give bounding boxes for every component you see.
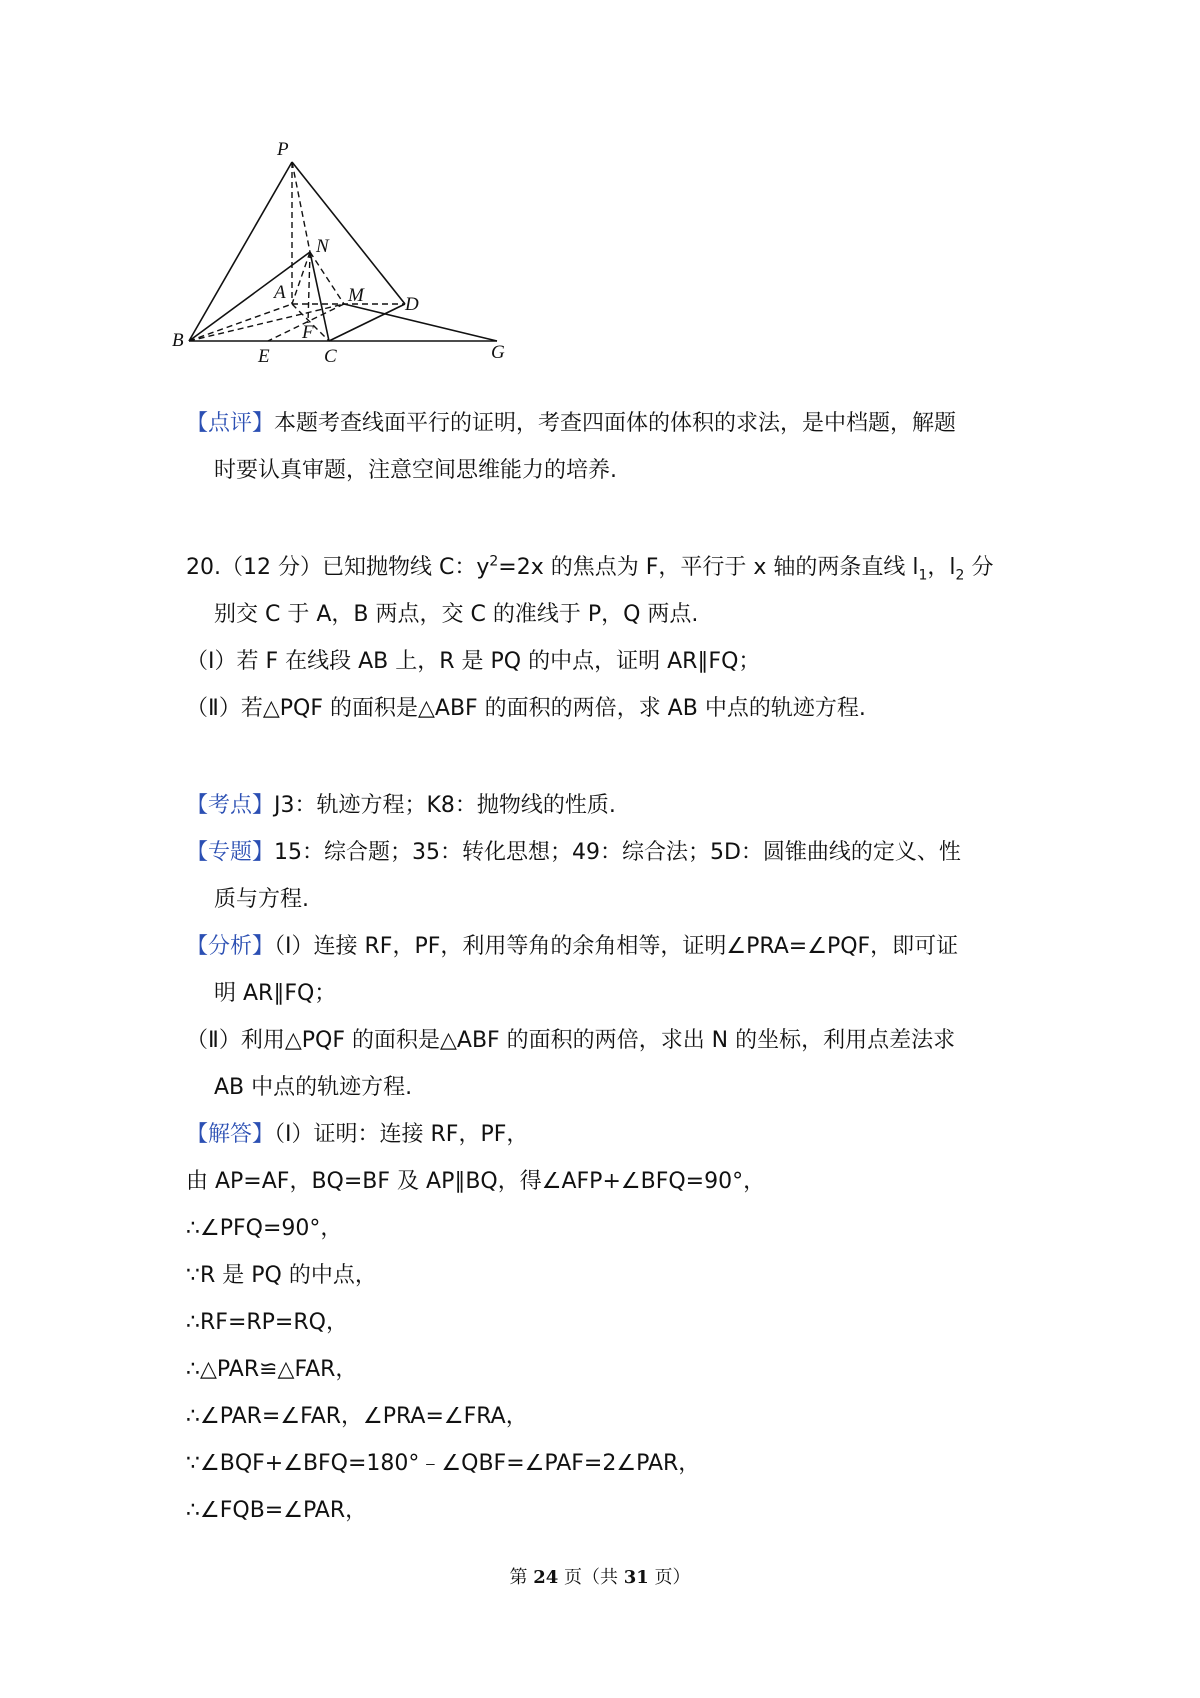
- problem-sup: 2: [489, 553, 499, 570]
- pyramid-diagram: [172, 139, 556, 402]
- jieda-line-1: [186, 1120, 1036, 1150]
- fenxi-line-3: （Ⅱ）利用△PQF 的面积是△ABF 的面积的两倍，求出 N 的坐标，利用点差法求: [186, 1028, 956, 1053]
- geometry-figure: [172, 139, 556, 402]
- zhuanti-line-1: [186, 838, 1036, 868]
- edge-BA: [189, 304, 292, 341]
- footer-prefix: 第: [509, 1567, 534, 1588]
- footer-suffix: 页）: [648, 1567, 691, 1588]
- problem-part-2: （Ⅱ）若△PQF 的面积是△ABF 的面积的两倍，求 AB 中点的轨迹方程.: [186, 696, 866, 721]
- fenxi-text-1: （Ⅰ）连接 RF，PF，利用等角的余角相等，证明∠PRA=∠PQF，即可证: [274, 934, 959, 959]
- label-C: C: [324, 346, 337, 367]
- fenxi-line-1: [186, 932, 1036, 962]
- jieda-step: ∵∠BQF+∠BFQ=180°﹣∠QBF=∠PAF=2∠PAR，: [186, 1451, 701, 1476]
- label-G: G: [491, 342, 505, 363]
- label-M: M: [348, 285, 364, 306]
- zhuanti-tag: 【专题】: [186, 840, 275, 865]
- problem-text-a: 20.（12 分）已知抛物线 C：y: [186, 555, 490, 580]
- edge-PN: [292, 162, 310, 252]
- fenxi-tag: 【分析】: [186, 934, 275, 959]
- problem-sub-2: 2: [955, 567, 965, 584]
- label-P: P: [277, 139, 289, 160]
- jieda-step: ∴∠PFQ=90°，: [186, 1216, 343, 1241]
- jieda-step: ∵R 是 PQ 的中点，: [186, 1263, 377, 1288]
- kaodian-text: J3：轨迹方程；K8：抛物线的性质.: [274, 793, 616, 818]
- fenxi-line-4: AB 中点的轨迹方程.: [214, 1075, 413, 1100]
- footer-middle: 页（共: [558, 1567, 624, 1588]
- jieda-step: ∴∠FQB=∠PAR，: [186, 1498, 368, 1523]
- comment-tag: 【点评】: [186, 411, 275, 436]
- label-N: N: [316, 236, 329, 257]
- problem-line-1: [186, 553, 1036, 583]
- label-F: F: [302, 322, 314, 343]
- label-A: A: [274, 282, 286, 303]
- footer-page-number: 24: [533, 1567, 559, 1588]
- jieda-step: ∴RF=RP=RQ，: [186, 1310, 348, 1335]
- label-E: E: [258, 346, 270, 367]
- jieda-step: ∴△PAR≌△FAR，: [186, 1357, 358, 1382]
- page-footer: [0, 1563, 1200, 1589]
- problem-part-1: （Ⅰ）若 F 在线段 AB 上，R 是 PQ 的中点，证明 AR∥FQ；: [186, 649, 761, 674]
- fenxi-line-2: 明 AR∥FQ；: [214, 981, 337, 1006]
- jieda-text-1: （Ⅰ）证明：连接 RF，PF，: [274, 1122, 529, 1147]
- kaodian-tag: 【考点】: [186, 793, 275, 818]
- problem-sub-1: 1: [918, 567, 928, 584]
- zhuanti-text-1: 15：综合题；35：转化思想；49：综合法；5D：圆锥曲线的定义、性: [274, 840, 961, 865]
- edge-BM: [189, 304, 344, 341]
- problem-text-d: 分: [964, 555, 994, 580]
- label-D: D: [405, 294, 419, 315]
- edge-NA: [292, 252, 310, 304]
- label-B: B: [172, 330, 184, 351]
- comment-text-1: 本题考查线面平行的证明，考查四面体的体积的求法，是中档题，解题: [274, 411, 957, 436]
- problem-line-2: 别交 C 于 A，B 两点，交 C 的准线于 P，Q 两点.: [214, 602, 699, 627]
- kaodian-line: [186, 791, 1036, 821]
- jieda-tag: 【解答】: [186, 1122, 275, 1147]
- problem-text-b: =2x 的焦点为 F，平行于 x 轴的两条直线 l: [498, 555, 919, 580]
- comment-line-1: [186, 409, 1036, 439]
- footer-total-pages: 31: [623, 1567, 649, 1588]
- comment-line-2: 时要认真审题，注意空间思维能力的培养.: [214, 458, 617, 483]
- edge-PB: [189, 162, 292, 341]
- jieda-step: 由 AP=AF，BQ=BF 及 AP∥BQ，得∠AFP+∠BFQ=90°，: [186, 1169, 766, 1194]
- jieda-step: ∴∠PAR=∠FAR，∠PRA=∠FRA，: [186, 1404, 528, 1429]
- problem-text-c: ，l: [927, 555, 956, 580]
- zhuanti-line-2: 质与方程.: [214, 887, 309, 912]
